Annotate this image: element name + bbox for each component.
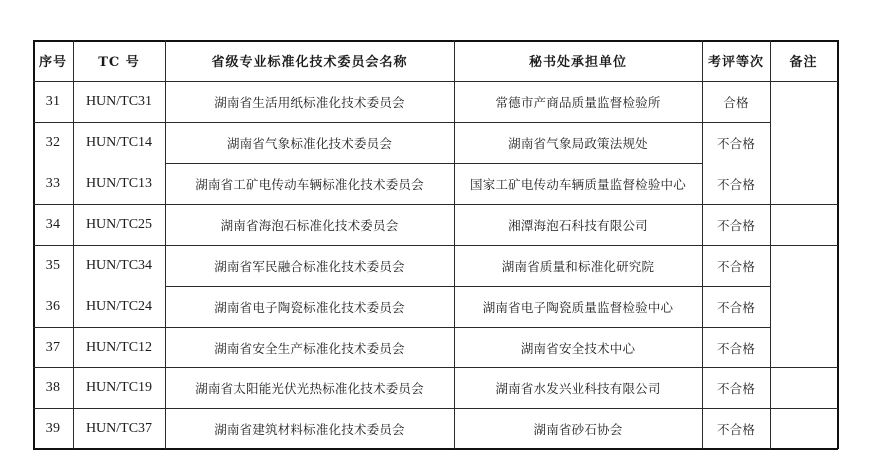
header-no: 序号 xyxy=(38,55,67,70)
cell-grade: 不合格 xyxy=(716,380,756,396)
cell-tc: HUN/TC31 xyxy=(85,93,153,109)
cell-secretariat: 国家工矿电传动车辆质量监督检验中心 xyxy=(470,176,686,192)
cell-no: 38 xyxy=(45,379,61,395)
cell-no: 32 xyxy=(45,134,61,150)
cell-grade: 不合格 xyxy=(716,217,756,233)
grid-line xyxy=(165,163,703,164)
cell-no: 31 xyxy=(45,93,61,109)
cell-name: 湖南省军民融合标准化技术委员会 xyxy=(214,258,405,274)
cell-grade: 不合格 xyxy=(716,135,756,151)
grid-line xyxy=(33,40,838,42)
cell-name: 湖南省气象标准化技术委员会 xyxy=(226,135,393,151)
cell-no: 34 xyxy=(45,216,61,232)
grid-line xyxy=(33,81,838,82)
cell-remark xyxy=(770,245,837,286)
cell-secretariat: 湘潭海泡石科技有限公司 xyxy=(508,217,648,233)
grid-line xyxy=(33,122,771,123)
cell-grade: 不合格 xyxy=(716,258,756,274)
grid-line xyxy=(33,204,838,205)
cell-remark xyxy=(770,408,837,449)
cell-tc: HUN/TC25 xyxy=(85,216,153,232)
cell-grade: 不合格 xyxy=(716,176,756,192)
grid-line xyxy=(33,448,838,450)
cell-remark xyxy=(770,204,837,245)
cell-no: 33 xyxy=(45,175,61,191)
grid-line xyxy=(33,245,838,246)
header-committee-name: 省级专业标准化技术委员会名称 xyxy=(211,55,408,70)
cell-name: 湖南省工矿电传动车辆标准化技术委员会 xyxy=(195,176,424,192)
grid-line xyxy=(33,408,838,409)
cell-secretariat: 湖南省安全技术中心 xyxy=(520,340,636,356)
cell-name: 湖南省太阳能光伏光热标准化技术委员会 xyxy=(195,380,424,396)
cell-tc: HUN/TC24 xyxy=(85,298,153,314)
cell-name: 湖南省生活用纸标准化技术委员会 xyxy=(214,94,405,110)
cell-secretariat: 湖南省电子陶瓷质量监督检验中心 xyxy=(482,299,674,315)
header-tc: TC 号 xyxy=(98,55,140,70)
cell-remark xyxy=(770,367,837,408)
cell-tc: HUN/TC34 xyxy=(85,257,153,273)
cell-remark xyxy=(770,163,837,204)
cell-name: 湖南省电子陶瓷标准化技术委员会 xyxy=(214,299,405,315)
cell-secretariat: 常德市产商品质量监督检验所 xyxy=(495,94,661,110)
cell-no: 37 xyxy=(45,339,61,355)
cell-remark xyxy=(770,286,837,327)
header-remark: 备注 xyxy=(789,55,818,70)
cell-secretariat: 湖南省砂石协会 xyxy=(533,421,623,437)
grid-line xyxy=(33,367,838,368)
cell-remark xyxy=(770,327,837,368)
cell-name: 湖南省海泡石标准化技术委员会 xyxy=(220,217,399,233)
cell-grade: 不合格 xyxy=(716,299,756,315)
cell-secretariat: 湖南省水发兴业科技有限公司 xyxy=(495,380,661,396)
cell-tc: HUN/TC14 xyxy=(85,134,153,150)
grid-line xyxy=(33,327,771,328)
cell-secretariat: 湖南省气象局政策法规处 xyxy=(508,135,648,151)
cell-name: 湖南省安全生产标准化技术委员会 xyxy=(214,340,405,356)
cell-tc: HUN/TC12 xyxy=(85,339,153,355)
cell-tc: HUN/TC37 xyxy=(85,420,153,436)
cell-grade: 不合格 xyxy=(716,421,756,437)
cell-no: 39 xyxy=(45,420,61,436)
cell-grade: 合格 xyxy=(723,94,749,110)
header-secretariat: 秘书处承担单位 xyxy=(528,55,627,70)
cell-tc: HUN/TC19 xyxy=(85,379,153,395)
cell-tc: HUN/TC13 xyxy=(85,175,153,191)
grid-line xyxy=(165,286,771,287)
cell-grade: 不合格 xyxy=(716,340,756,356)
cell-remark xyxy=(770,122,837,163)
cell-no: 36 xyxy=(45,298,61,314)
cell-no: 35 xyxy=(45,257,61,273)
header-grade: 考评等次 xyxy=(707,55,764,70)
cell-secretariat: 湖南省质量和标准化研究院 xyxy=(501,258,655,274)
cell-name: 湖南省建筑材料标准化技术委员会 xyxy=(214,421,405,437)
cell-remark xyxy=(770,81,837,122)
